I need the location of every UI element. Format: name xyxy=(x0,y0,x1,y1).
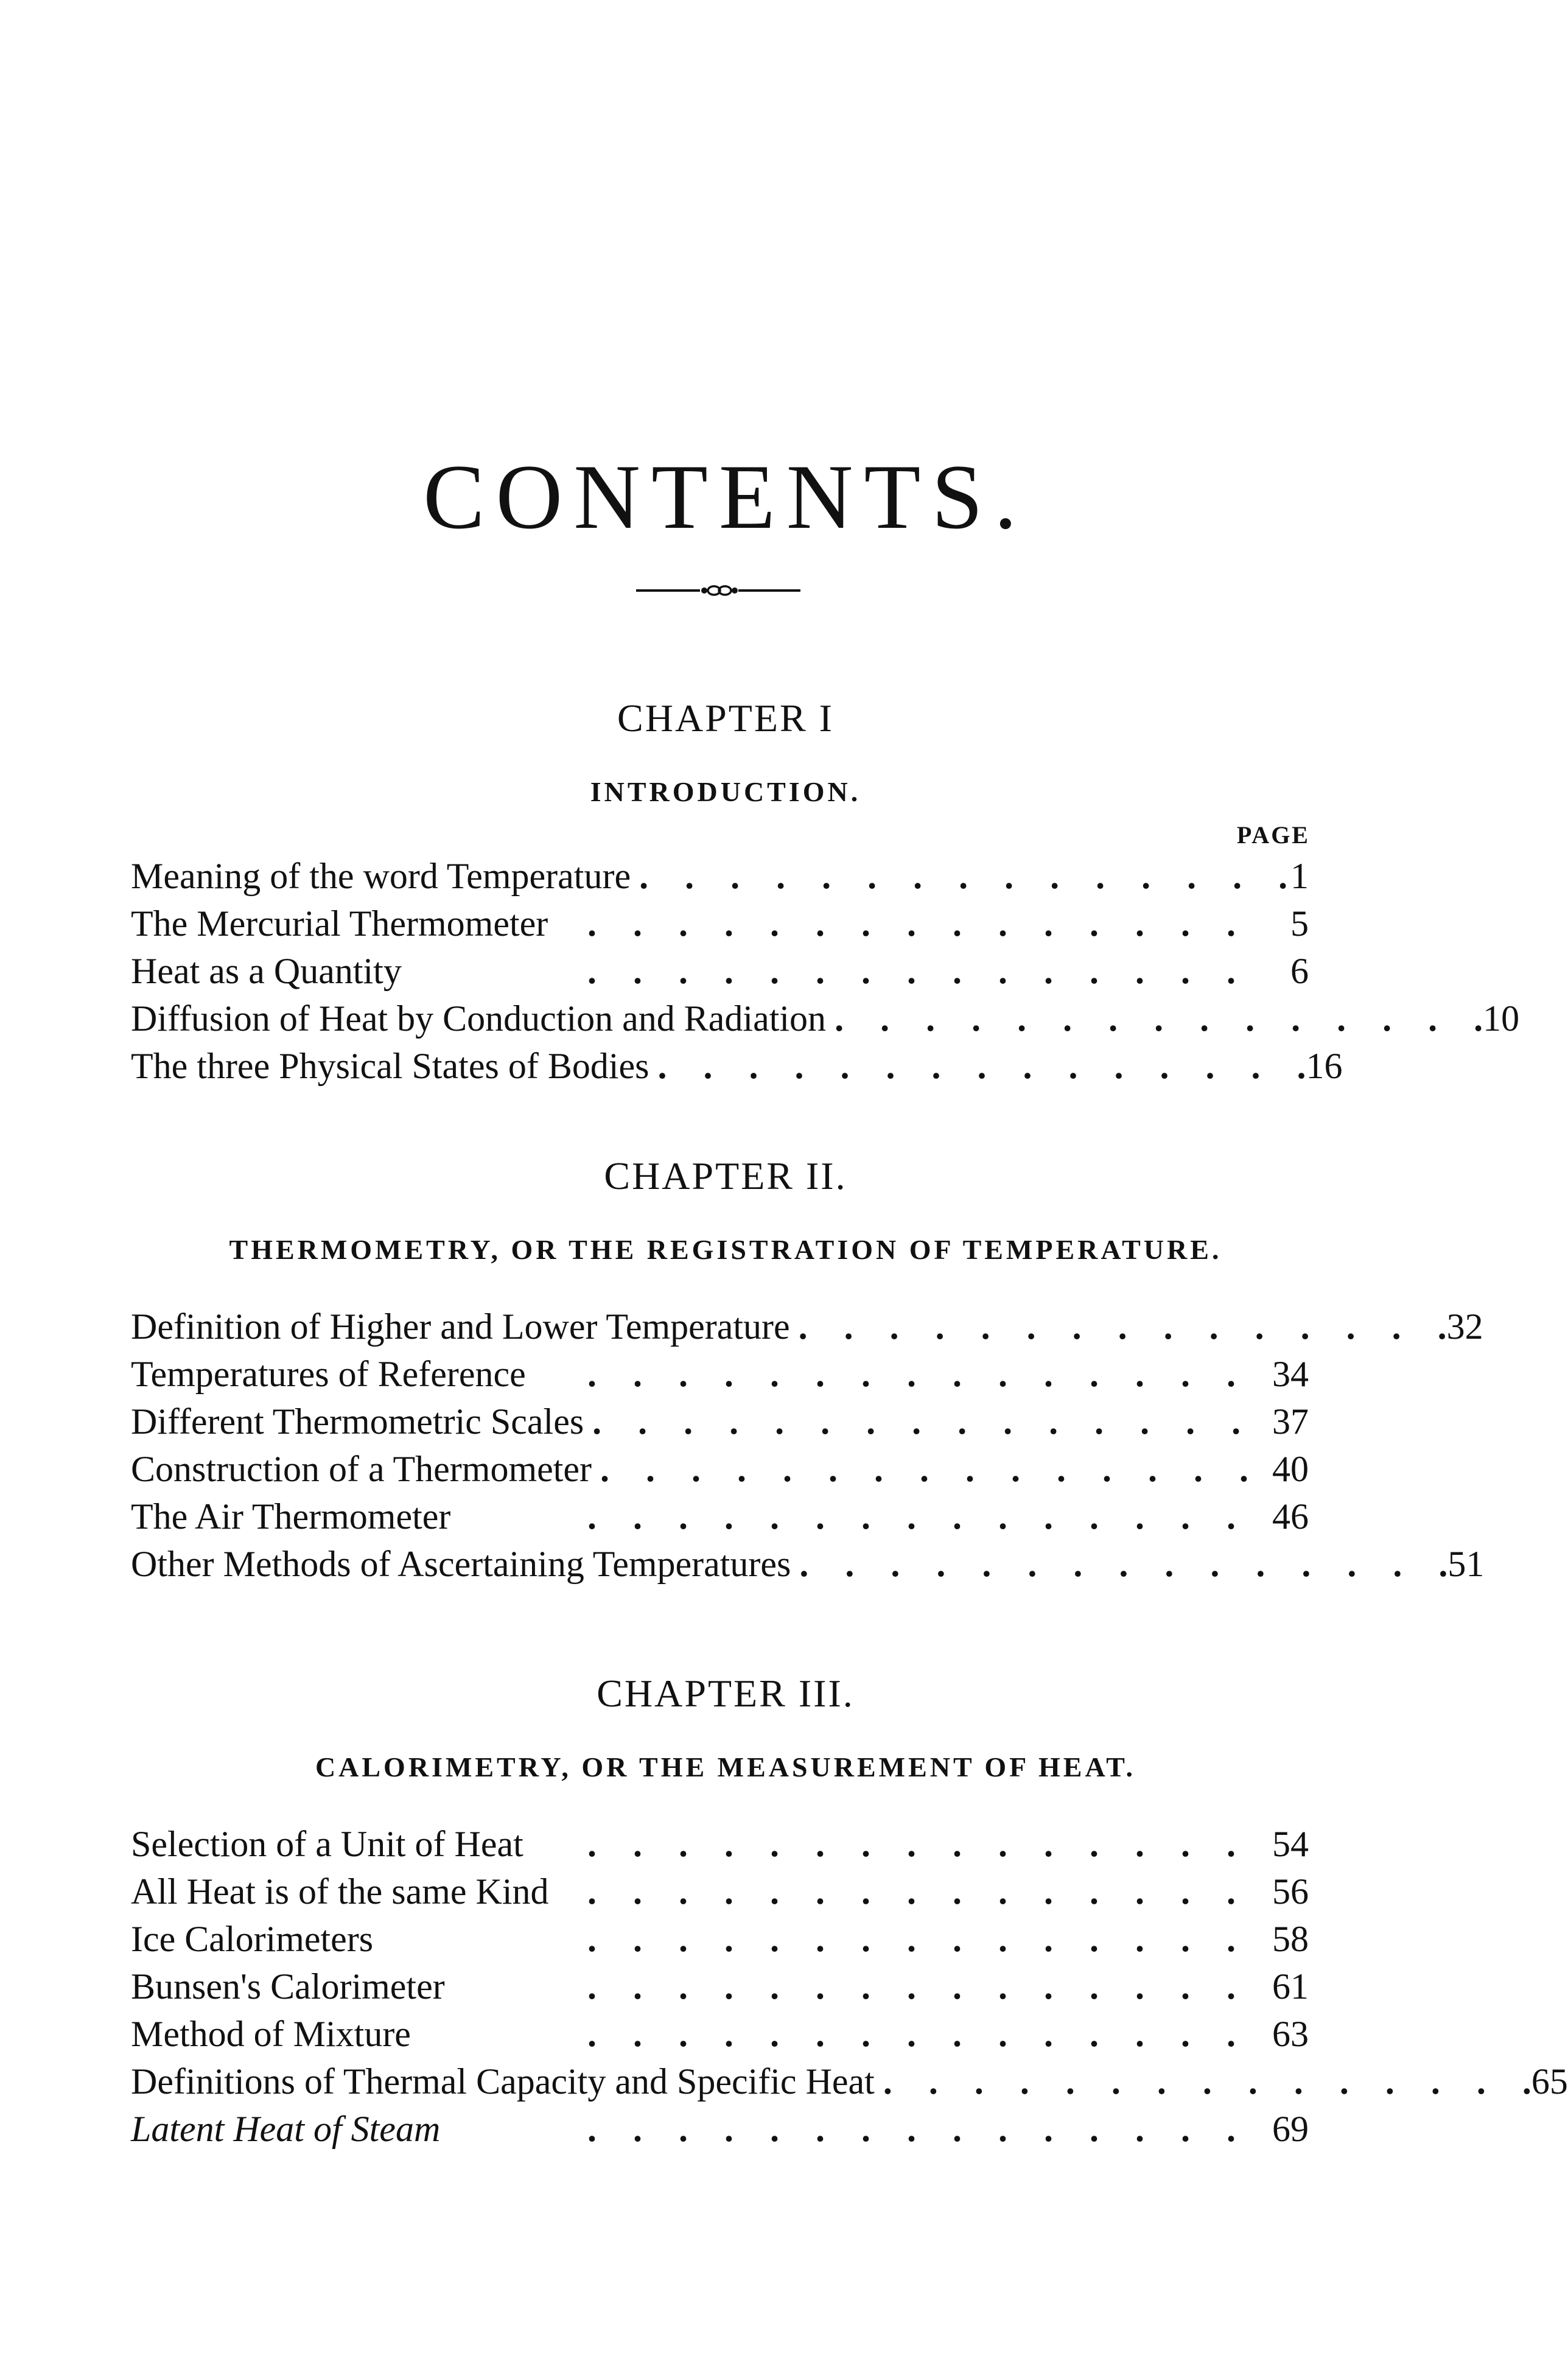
toc-entry-page: 10 xyxy=(1483,998,1520,1039)
toc-entry xyxy=(131,1350,1309,1398)
toc-entry-title: Construction of a Thermometer xyxy=(131,1449,592,1489)
toc-entry-page: 6 xyxy=(1290,951,1309,991)
toc-entry xyxy=(131,1303,1483,1350)
toc-entry xyxy=(131,995,1520,1042)
dot-leader: . . . . . . . . . . . . . . . xyxy=(587,1919,1236,1959)
toc-entry xyxy=(131,1398,1309,1445)
dot-leader: . . . . . . . . . . . . . . . xyxy=(587,951,1236,991)
toc-entry xyxy=(131,1493,1309,1540)
toc-entry xyxy=(131,1915,1309,1963)
toc-entry xyxy=(131,852,1309,900)
chapter-subtitle: CALORIMETRY, OR THE MEASUREMENT OF HEAT. xyxy=(315,1751,1136,1783)
dot-leader: . . . . . . . . . . . . . . . xyxy=(835,998,1483,1039)
toc-entry-title: Ice Calorimeters xyxy=(131,1919,374,1959)
dot-leader: . . . . . . . . . . . . . . . xyxy=(587,903,1236,944)
toc-entry xyxy=(131,1445,1309,1493)
toc-entry-title: Method of Mixture xyxy=(131,2014,411,2054)
toc-entry xyxy=(131,947,1309,995)
page-title: CONTENTS. xyxy=(423,446,1028,548)
toc-entry-page: 65 xyxy=(1531,2061,1568,2102)
toc-list-chapter-1 xyxy=(131,852,1520,1090)
dot-leader: . . . . . . . . . . . . . . . xyxy=(587,1966,1236,2007)
toc-entry-page: 61 xyxy=(1272,1966,1309,2007)
toc-entry-page: 1 xyxy=(1290,856,1309,896)
toc-entry-title: Meaning of the word Temperature xyxy=(131,856,631,896)
chapter-heading: CHAPTER II. xyxy=(604,1154,847,1197)
ornament-divider-icon xyxy=(636,583,800,598)
dot-leader: . . . . . . . . . . . . . . . xyxy=(587,1824,1236,1864)
dot-leader: . . . . . . . . . . . . . . . xyxy=(587,1871,1236,1912)
toc-entry-title: Definitions of Thermal Capacity and Specific Heat xyxy=(131,2061,875,2102)
toc-entry-page: 51 xyxy=(1447,1544,1485,1584)
dot-leader: . . . . . . . . . . . . . . . xyxy=(587,1354,1236,1394)
toc-list-chapter-2 xyxy=(131,1303,1485,1588)
toc-entry-page: 37 xyxy=(1272,1401,1309,1442)
dot-leader: . . . . . . . . . . . . . . . xyxy=(587,2109,1236,2149)
dot-leader: . . . . . . . . . . . . . . . xyxy=(592,1401,1241,1442)
toc-entry-page: 34 xyxy=(1272,1354,1309,1394)
chapter-subtitle: THERMOMETRY, OR THE REGISTRATION OF TEMPERATURE. xyxy=(229,1234,1222,1265)
page-column-heading: PAGE xyxy=(1236,821,1310,849)
dot-leader: . . . . . . . . . . . . . . . xyxy=(657,1046,1306,1086)
toc-entry xyxy=(131,1540,1485,1588)
dot-leader: . . . . . . . . . . . . . . . xyxy=(600,1449,1249,1489)
toc-entry xyxy=(131,2010,1309,2058)
toc-entry-title: Different Thermometric Scales xyxy=(131,1401,584,1442)
toc-entry-page: 63 xyxy=(1272,2014,1309,2054)
toc-entry-page: 40 xyxy=(1272,1449,1309,1489)
toc-entry-title: The three Physical States of Bodies xyxy=(131,1046,649,1086)
toc-entry-page: 32 xyxy=(1446,1306,1483,1347)
dot-leader: . . . . . . . . . . . . . . . xyxy=(639,856,1288,896)
toc-entry-page: 58 xyxy=(1272,1919,1309,1959)
toc-entry-page: 5 xyxy=(1290,903,1309,944)
toc-entry-page: 56 xyxy=(1272,1871,1309,1912)
toc-entry-title: Diffusion of Heat by Conduction and Radiation xyxy=(131,998,827,1039)
dot-leader: . . . . . . . . . . . . . . . xyxy=(587,2014,1236,2054)
toc-entry-title: The Mercurial Thermometer xyxy=(131,903,548,944)
toc-entry-title: Bunsen's Calorimeter xyxy=(131,1966,445,2007)
dot-leader: . . . . . . . . . . . . . . . xyxy=(798,1306,1447,1347)
toc-entry-page: 16 xyxy=(1306,1046,1343,1086)
toc-entry xyxy=(131,2105,1309,2153)
toc-entry-title: Other Methods of Ascertaining Temperatures xyxy=(131,1544,791,1584)
toc-entry xyxy=(131,1963,1309,2010)
toc-entry xyxy=(131,900,1309,947)
toc-entry-title: The Air Thermometer xyxy=(131,1496,451,1537)
toc-entry xyxy=(131,1042,1343,1090)
toc-entry xyxy=(131,1868,1309,1915)
chapter-subtitle: INTRODUCTION. xyxy=(590,776,861,807)
toc-entry xyxy=(131,1820,1309,1868)
dot-leader: . . . . . . . . . . . . . . . xyxy=(799,1544,1448,1584)
toc-list-chapter-3 xyxy=(131,1820,1568,2153)
toc-entry-title: Latent Heat of Steam xyxy=(131,2109,441,2149)
toc-entry-page: 54 xyxy=(1272,1824,1309,1864)
toc-entry-title: Heat as a Quantity xyxy=(131,951,402,991)
toc-entry xyxy=(131,2058,1568,2105)
toc-entry-title: Selection of a Unit of Heat xyxy=(131,1824,523,1864)
toc-entry-title: Temperatures of Reference xyxy=(131,1354,526,1394)
toc-entry-title: All Heat is of the same Kind xyxy=(131,1871,549,1912)
toc-entry-page: 69 xyxy=(1272,2109,1309,2149)
chapter-heading: CHAPTER I xyxy=(617,696,834,740)
toc-entry-title: Definition of Higher and Lower Temperature xyxy=(131,1306,790,1347)
toc-entry-page: 46 xyxy=(1272,1496,1309,1537)
chapter-heading: CHAPTER III. xyxy=(597,1672,855,1715)
dot-leader: . . . . . . . . . . . . . . . xyxy=(883,2061,1531,2102)
dot-leader: . . . . . . . . . . . . . . . xyxy=(587,1496,1236,1537)
